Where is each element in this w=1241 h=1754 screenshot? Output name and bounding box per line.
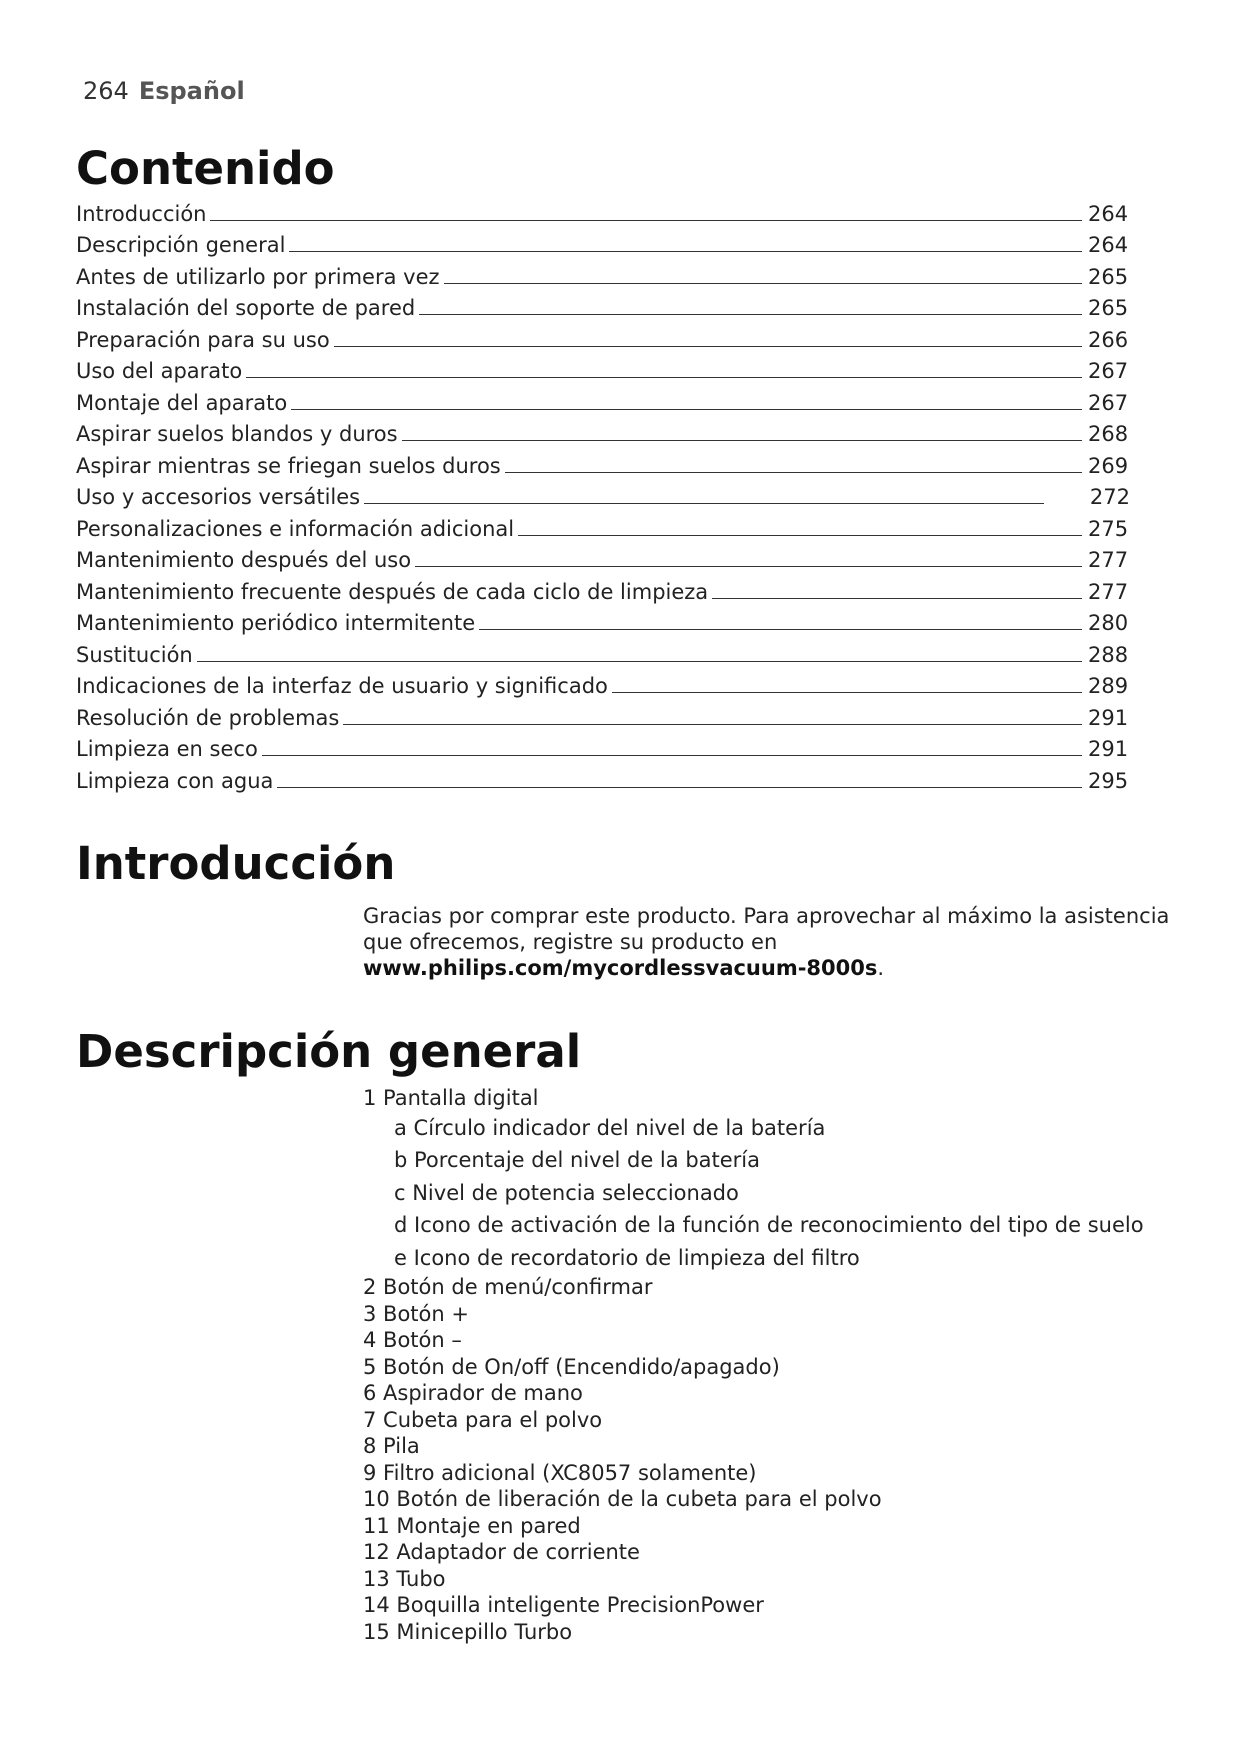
intro-paragraph [363,903,1173,981]
intro-title: Introducción [76,837,396,890]
toc-entry[interactable] [76,573,1130,605]
toc-entry-page: 268 [1088,422,1129,446]
toc-entry-page: 264 [1088,201,1129,226]
toc-leader [479,629,1082,630]
toc-entry-page: 291 [1088,705,1129,730]
toc-entry-title: Antes de utilizarlo por primera vez [76,264,440,289]
toc-entry-page: 280 [1088,611,1129,635]
toc-entry[interactable] [76,195,1130,227]
toc-entry[interactable] [76,762,1130,794]
toc-entry-page: 277 [1088,579,1129,604]
toc-leader [612,692,1082,693]
toc-entry-page: 272 [1089,485,1130,509]
list-item: 15 Minicepillo Turbo [363,1619,573,1644]
toc-entry[interactable] [76,731,1130,763]
toc-entry-page: 291 [1088,737,1129,761]
toc-leader [262,755,1082,756]
list-subitem: e Icono de recordatorio de limpieza del filtro [394,1245,860,1270]
toc-entry-title: Mantenimiento periódico intermitente [76,611,476,635]
list-item: 12 Adaptador de corriente [363,1540,640,1564]
toc-leader [246,377,1082,378]
toc-entry-page: 264 [1088,233,1129,257]
toc-entry-title: Uso del aparato [76,359,243,383]
toc-entry-page: 277 [1088,548,1129,572]
list-item: 3 Botón + [363,1301,469,1326]
toc-entry-page: 267 [1088,359,1129,383]
toc-entry-page: 288 [1088,642,1129,667]
toc-entry-title: Resolución de problemas [76,705,340,730]
toc-entry-title: Montaje del aparato [76,390,288,415]
list-item: 2 Botón de menú/confirmar [363,1275,653,1299]
list-item: 9 Filtro adicional (XC8057 solamente) [363,1460,757,1485]
toc-entry[interactable] [76,321,1130,353]
toc-entry-title: Uso y accesorios versátiles [76,485,361,509]
toc-entry[interactable] [76,353,1130,385]
toc-entry[interactable] [76,416,1130,448]
toc-entry-title: Preparación para su uso [76,327,330,352]
toc-entry-page: 266 [1088,327,1129,352]
toc-leader [444,283,1082,284]
toc-entry[interactable] [76,542,1130,574]
toc-leader [343,724,1082,725]
toc-leader [210,220,1082,221]
list-item: 14 Boquilla inteligente PrecisionPower [363,1593,764,1617]
toc-entry-page: 265 [1088,296,1129,320]
toc-entry-page: 295 [1088,768,1129,793]
toc-entry-title: Aspirar mientras se friegan suelos duros [76,453,501,478]
toc-leader [505,472,1082,473]
toc-entry-title: Indicaciones de la interfaz de usuario y significado [76,674,608,698]
toc-entry-title: Introducción [76,201,207,226]
toc-entry-title: Instalación del soporte de pared [76,296,416,320]
toc-entry-title: Aspirar suelos blandos y duros [76,422,398,446]
toc-entry[interactable] [76,447,1130,479]
list-subitem: d Icono de activación de la función de reconocimiento del tipo de suelo [394,1213,1144,1237]
description-title: Descripción general [76,1025,582,1078]
registration-link[interactable]: www.philips.com/mycordlessvacuum-8000s [363,956,878,980]
toc-entry-title: Descripción general [76,233,286,257]
toc-entry-title: Mantenimiento después del uso [76,548,412,572]
running-header [83,76,245,106]
toc-entry-page: 269 [1088,453,1129,478]
toc-leader [402,440,1082,441]
list-item: 5 Botón de On/off (Encendido/apagado) [363,1354,780,1379]
list-item: 4 Botón – [363,1328,462,1352]
toc-entry-title: Limpieza con agua [76,768,274,793]
toc-entry-page: 265 [1088,264,1129,289]
list-subitem: a Círculo indicador del nivel de la batería [394,1115,826,1140]
toc-entry[interactable] [76,668,1130,700]
toc-leader [712,598,1082,599]
list-item: 11 Montaje en pared [363,1513,581,1538]
toc-entry[interactable] [76,605,1130,637]
list-item: 1 Pantalla digital [363,1086,539,1110]
toc-leader [415,566,1082,567]
table-of-contents [76,195,1130,794]
toc-entry[interactable] [76,636,1130,668]
toc-leader [289,251,1082,252]
toc-entry-title: Sustitución [76,642,193,667]
toc-leader [419,314,1082,315]
page-number: 264 [83,77,129,105]
toc-entry-title: Limpieza en seco [76,737,258,761]
language-label: Español [138,77,245,105]
list-item: 6 Aspirador de mano [363,1381,583,1405]
toc-leader [277,787,1082,788]
list-subitem: b Porcentaje del nivel de la batería [394,1148,761,1172]
toc-entry[interactable] [76,384,1130,416]
toc-leader [518,535,1082,536]
toc-leader [291,409,1082,410]
parts-list [363,1085,1144,1645]
toc-leader [364,503,1044,504]
list-item: 10 Botón de liberación de la cubeta para el polvo [363,1487,882,1511]
toc-entry[interactable] [76,479,1130,511]
list-subitem: c Nivel de potencia seleccionado [394,1180,739,1205]
toc-title: Contenido [76,142,335,195]
toc-entry[interactable] [76,258,1130,290]
list-item: 13 Tubo [363,1566,446,1591]
toc-entry-title: Mantenimiento frecuente después de cada ciclo de limpieza [76,579,709,604]
toc-leader [197,661,1082,662]
toc-entry[interactable] [76,290,1130,322]
toc-entry-page: 267 [1088,390,1129,415]
list-item: 8 Pila [363,1434,420,1458]
list-item: 7 Cubeta para el polvo [363,1407,603,1432]
toc-entry[interactable] [76,699,1130,731]
intro-end: . [877,956,885,980]
intro-text: Gracias por comprar este producto. Para aprovechar al máximo la asistencia que ofrecemos, registre su producto en [363,904,1170,954]
toc-entry-title: Personalizaciones e información adicional [76,516,515,541]
toc-leader [334,346,1082,347]
toc-entry[interactable] [76,510,1130,542]
toc-entry[interactable] [76,227,1130,259]
toc-entry-page: 275 [1088,516,1129,541]
toc-entry-page: 289 [1088,674,1129,698]
